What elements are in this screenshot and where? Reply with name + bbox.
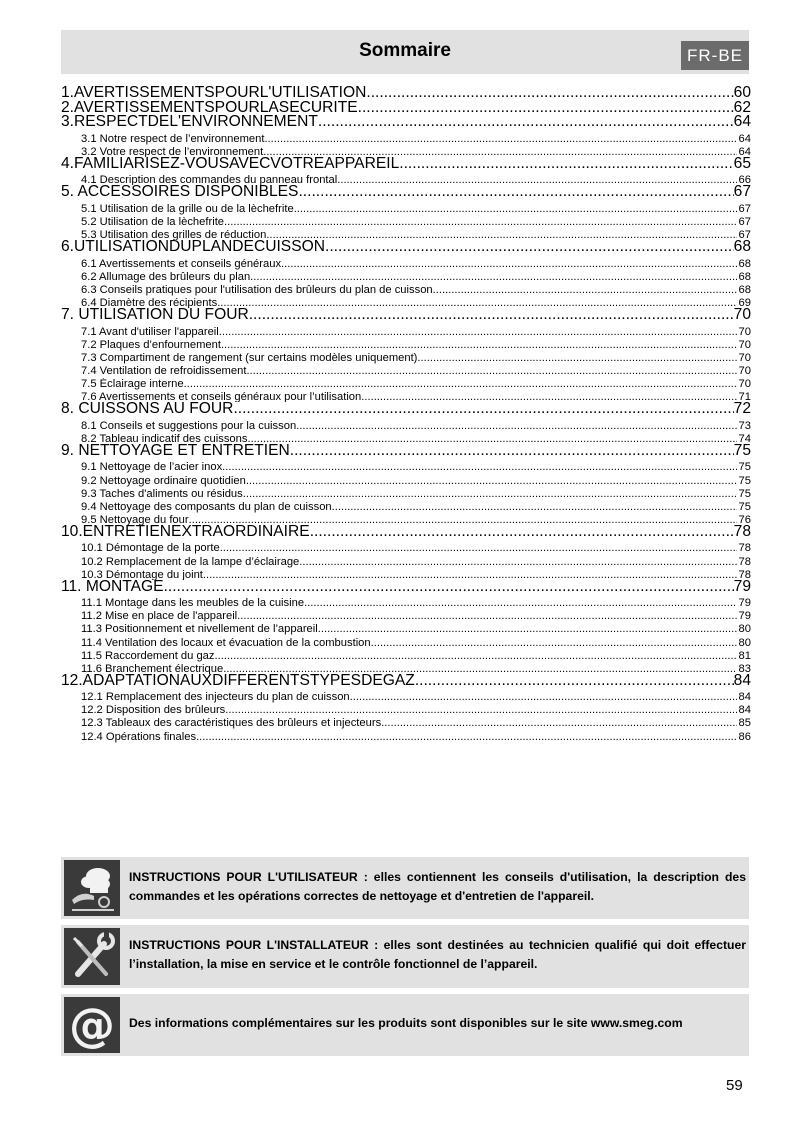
toc-section xyxy=(61,326,751,339)
toc-entry-title: 7.6 Avertissements et conseils généraux pour l’utilisation xyxy=(81,391,362,403)
toc-section xyxy=(61,297,751,308)
toc-dot-leader xyxy=(415,674,734,689)
toc-section xyxy=(61,365,751,378)
toc-entry-title: 6.UTILISATIONDUPLANDECUISSON xyxy=(61,240,325,255)
toc-dot-leader xyxy=(237,610,736,623)
toc-dot-leader xyxy=(220,542,737,555)
toc-dot-leader xyxy=(266,229,736,240)
toc-dot-leader xyxy=(298,185,733,200)
toc-entry-title: 4.FAMILIARISEZ-VOUSAVECVOTREAPPAREIL xyxy=(61,156,400,172)
toc-page-number: 76 xyxy=(738,513,751,525)
toc-page-number: 64 xyxy=(738,132,751,145)
toc-section xyxy=(61,637,751,650)
toc-entry-title: 1.AVERTISSEMENTSPOURL'UTILISATION xyxy=(61,86,367,101)
toc-dot-leader xyxy=(221,339,737,352)
toc-page-number: 79 xyxy=(733,579,751,595)
toc-page-number: 75 xyxy=(738,487,751,500)
toc-page-number: 73 xyxy=(738,419,751,432)
toc-section xyxy=(61,258,751,271)
toc-chapter xyxy=(61,115,751,130)
toc-section xyxy=(61,475,751,488)
toc-entry-title: 9.3 Taches d'aliments ou résidus xyxy=(81,487,243,500)
toc-section xyxy=(61,146,751,157)
toc-page-number: 67 xyxy=(738,229,751,241)
toc-page-number: 68 xyxy=(738,270,751,283)
toc-section xyxy=(61,420,751,433)
toc-entry-title: 6.1 Avertissements et conseils généraux xyxy=(81,257,282,270)
toc-section xyxy=(61,203,751,216)
toc-entry-title: 10.2 Remplacement de la lampe d’éclairage xyxy=(81,555,300,568)
toc-entry-title: 9. NETTOYAGE ET ENTRETIEN xyxy=(61,443,290,459)
toc-section xyxy=(61,488,751,501)
toc-page-number: 78 xyxy=(738,555,751,568)
toc-section xyxy=(61,704,751,717)
toc-dot-leader xyxy=(332,501,737,514)
toc-section xyxy=(61,514,751,525)
toc-section xyxy=(61,691,751,704)
toc-entry-title: 12.2 Disposition des brûleurs xyxy=(81,704,226,717)
toc-entry-title: 6.3 Conseils pratiques pour l'utilisation des brûleurs du plan de cuisson xyxy=(81,284,433,297)
toc-dot-leader xyxy=(290,444,734,459)
user-instructions-box xyxy=(61,857,749,919)
toc-page-number: 80 xyxy=(738,623,751,636)
more-info-text: Des informations complémentaires sur les produits sont disponibles sur le site www.smeg.com xyxy=(129,1016,683,1030)
toc-dot-leader xyxy=(203,569,737,580)
toc-section xyxy=(61,339,751,352)
toc-page-number: 75 xyxy=(738,500,751,513)
toc-page-number: 79 xyxy=(738,610,751,623)
toc-dot-leader xyxy=(164,580,734,595)
toc-section xyxy=(61,133,751,146)
toc-section xyxy=(61,229,751,240)
toc-entry-title: 11.4 Ventilation des locaux et évacuation de la combustion xyxy=(81,636,371,649)
user-instructions-text: INSTRUCTIONS POUR L'UTILISATEUR : elles contiennent les conseils d'utilisation, la description des commandes et les opérations correctes de nettoyage et d'entretien de l'appareil. xyxy=(129,870,746,903)
tools-icon xyxy=(64,928,120,985)
toc-dot-leader xyxy=(399,157,733,172)
toc-entry-title: 10.1 Démontage de la porte xyxy=(81,542,220,555)
toc-page-number: 64 xyxy=(733,115,751,130)
toc-chapter xyxy=(61,240,751,255)
toc-dot-leader xyxy=(381,717,736,730)
toc-entry-title: 2.AVERTISSEMENTSPOURLASECURITE xyxy=(61,100,358,116)
toc-section xyxy=(61,597,751,610)
toc-page-number: 70 xyxy=(738,378,751,391)
toc-page-number: 68 xyxy=(738,257,751,270)
chef-hat-icon xyxy=(64,860,120,916)
toc-dot-leader xyxy=(219,326,737,339)
toc-dot-leader xyxy=(325,240,734,255)
toc-entry-title: 3.2 Votre respect de l’environnement xyxy=(81,145,264,157)
toc-chapter xyxy=(61,674,751,689)
toc-chapter xyxy=(61,185,751,200)
toc-entry-title: 11.2 Mise en place de l'appareil xyxy=(81,610,238,623)
toc-entry-title: 5.1 Utilisation de la grille ou de la lèchefrite xyxy=(81,203,294,216)
installer-instructions-text: INSTRUCTIONS POUR L'INSTALLATEUR : elles sont destinées au technicien qualifié qui doit effectuer l’installation, la mise en service et le contrôle fonctionnel de l’appareil. xyxy=(129,938,746,971)
toc-entry-title: 9.1 Nettoyage de l’acier inox xyxy=(81,461,223,474)
toc-page-number: 70 xyxy=(738,338,751,351)
toc-section xyxy=(61,501,751,514)
language-badge: FR-BE xyxy=(681,41,749,70)
toc-page-number: 78 xyxy=(738,568,751,580)
toc-page-number: 67 xyxy=(738,216,751,229)
toc-dot-leader xyxy=(417,352,736,365)
toc-dot-leader xyxy=(358,101,734,116)
toc-dot-leader xyxy=(217,297,736,308)
toc-dot-leader xyxy=(318,115,734,130)
toc-entry-title: 7.2 Plaques d’enfournement xyxy=(81,338,221,351)
toc-chapter xyxy=(61,525,751,540)
toc-page-number: 70 xyxy=(738,325,751,338)
toc-page-number: 81 xyxy=(738,649,751,662)
toc-entry-title: 6.2 Allumage des brûleurs du plan xyxy=(81,270,251,283)
page-number: 59 xyxy=(726,1077,743,1094)
toc-entry-title: 12.3 Tableaux des caractéristiques des brûleurs et injecteurs xyxy=(81,717,382,730)
toc-entry-title: 6.4 Diamètre des récipients xyxy=(81,297,218,309)
toc-entry-title: 8.2 Tableau indicatif des cuissons xyxy=(81,432,248,444)
toc-entry-title: 11.3 Positionnement et nivellement de l’appareil xyxy=(81,623,318,636)
toc-chapter xyxy=(61,308,751,323)
toc-page-number: 68 xyxy=(733,240,751,255)
toc-page-number: 80 xyxy=(738,636,751,649)
toc-chapter xyxy=(61,580,751,595)
toc-entry-title: 7.1 Avant d'utiliser l'appareil xyxy=(81,325,219,338)
toc-page-number: 70 xyxy=(738,351,751,364)
toc-entry-title: 12.4 Opérations finales xyxy=(81,730,197,743)
toc-section xyxy=(61,352,751,365)
toc-section xyxy=(61,391,751,402)
toc-dot-leader xyxy=(263,146,736,157)
toc-dot-leader xyxy=(225,704,736,717)
toc-entry-title: 9.2 Nettoyage ordinaire quotidien xyxy=(81,474,246,487)
toc-dot-leader xyxy=(350,691,737,704)
toc-section xyxy=(61,717,751,730)
toc-dot-leader xyxy=(318,623,737,636)
toc-page-number: 70 xyxy=(738,365,751,377)
toc-page-number: 85 xyxy=(738,717,751,730)
toc-dot-leader xyxy=(299,556,736,569)
toc-page-number: 75 xyxy=(738,474,751,487)
more-info-box xyxy=(61,994,749,1056)
toc-entry-title: 12.ADAPTATIONAUXDIFFERENTSTYPESDEGAZ xyxy=(61,673,415,689)
toc-page-number: 68 xyxy=(738,284,751,297)
toc-section xyxy=(61,174,751,185)
toc-section xyxy=(61,284,751,297)
toc-entry-title: 7.4 Ventilation de refroidissement xyxy=(81,365,247,377)
toc-dot-leader xyxy=(249,308,734,323)
toc-page-number: 69 xyxy=(738,297,751,309)
toc-dot-leader xyxy=(222,461,736,474)
toc-dot-leader xyxy=(243,488,737,501)
toc-page-number: 62 xyxy=(733,100,751,116)
toc-dot-leader xyxy=(184,378,737,391)
toc-dot-leader xyxy=(310,525,734,540)
toc-section xyxy=(61,216,751,229)
svg-text:@: @ xyxy=(69,998,115,1052)
toc-dot-leader xyxy=(281,258,737,271)
toc-entry-title: 7.5 Éclairage interne xyxy=(81,378,184,391)
toc-entry-title: 4.1 Description des commandes du panneau frontal xyxy=(81,174,338,186)
toc-dot-leader xyxy=(366,86,733,101)
toc-entry-title: 10.ENTRETIENEXTRAORDINAIRE xyxy=(61,524,310,540)
toc-page-number: 65 xyxy=(733,156,751,172)
toc-page-number: 64 xyxy=(738,145,751,157)
toc-page-number: 70 xyxy=(733,308,751,323)
page-title: Sommaire xyxy=(359,40,451,61)
toc-entry-title: 11.1 Montage dans les meubles de la cuisine xyxy=(81,597,305,610)
toc-dot-leader xyxy=(196,731,736,744)
toc-dot-leader xyxy=(189,514,737,525)
toc-entry-title: 8.1 Conseils et suggestions pour la cuisson xyxy=(81,419,297,432)
toc-dot-leader xyxy=(224,216,737,229)
toc-page-number: 78 xyxy=(733,524,751,540)
toc-section xyxy=(61,731,751,744)
toc-entry-title: 5.3 Utilisation des grilles de réduction xyxy=(81,229,267,241)
toc-section xyxy=(61,663,751,674)
toc-dot-leader xyxy=(337,174,736,185)
toc-entry-title: 3.1 Notre respect de l’environnement xyxy=(81,132,265,145)
toc-entry-title: 5.2 Utilisation de la lèchefrite xyxy=(81,216,225,229)
toc-entry-title: 3.RESPECTDEL'ENVIRONNEMENT xyxy=(61,115,318,130)
toc-page-number: 78 xyxy=(738,542,751,555)
toc-entry-title: 8. CUISSONS AU FOUR xyxy=(61,402,234,417)
toc-dot-leader xyxy=(433,284,737,297)
toc-page-number: 83 xyxy=(738,662,751,674)
toc-chapter xyxy=(61,101,751,116)
installer-instructions-box xyxy=(61,925,749,988)
toc-section xyxy=(61,378,751,391)
toc-page-number: 72 xyxy=(733,402,751,417)
toc-dot-leader xyxy=(304,597,736,610)
toc-section xyxy=(61,433,751,444)
toc-entry-title: 12.1 Remplacement des injecteurs du plan de cuisson xyxy=(81,691,350,704)
toc-dot-leader xyxy=(294,203,737,216)
at-sign-icon xyxy=(64,997,120,1053)
toc-chapter xyxy=(61,444,751,459)
toc-page-number: 74 xyxy=(738,432,751,444)
toc-page-number: 75 xyxy=(738,461,751,474)
toc-page-number: 60 xyxy=(733,86,751,101)
toc-dot-leader xyxy=(215,650,737,663)
toc-page-number: 67 xyxy=(733,185,751,201)
toc-page-number: 86 xyxy=(738,730,751,743)
toc-entry-title: 9.4 Nettoyage des composants du plan de cuisson xyxy=(81,500,332,513)
toc-dot-leader xyxy=(250,271,736,284)
toc-entry-title: 9.5 Nettoyage du four xyxy=(81,513,189,525)
toc-section xyxy=(61,623,751,636)
toc-section xyxy=(61,569,751,580)
toc-entry-title: 7.3 Compartiment de rangement (sur certains modèles uniquement) xyxy=(81,351,418,364)
toc-entry-title: 5. ACCESSOIRES DISPONIBLES xyxy=(61,185,299,201)
toc-section xyxy=(61,556,751,569)
toc-dot-leader xyxy=(246,365,736,378)
toc-entry-title: 10.3 Démontage du joint xyxy=(81,568,203,580)
toc-page-number: 84 xyxy=(738,691,751,704)
toc-section xyxy=(61,461,751,474)
toc-chapter xyxy=(61,86,751,101)
toc-page-number: 75 xyxy=(733,443,751,459)
toc-dot-leader xyxy=(296,420,736,433)
toc-chapter xyxy=(61,157,751,172)
toc-chapter xyxy=(61,402,751,417)
toc-entry-title: 7. UTILISATION DU FOUR xyxy=(61,308,249,323)
toc-page-number: 66 xyxy=(738,174,751,186)
toc-page-number: 84 xyxy=(733,673,751,689)
toc-entry-title: 11. MONTAGE xyxy=(61,579,164,595)
toc-page-number: 84 xyxy=(738,704,751,717)
toc-dot-leader xyxy=(361,391,736,402)
toc-page-number: 71 xyxy=(738,391,751,403)
toc-page-number: 67 xyxy=(738,203,751,216)
header-bar xyxy=(61,30,749,74)
toc-entry-title: 11.6 Branchement électrique xyxy=(81,662,224,674)
toc-section xyxy=(61,610,751,623)
toc-dot-leader xyxy=(223,663,736,674)
toc-section xyxy=(61,271,751,284)
toc-dot-leader xyxy=(264,133,736,146)
toc-section xyxy=(61,650,751,663)
table-of-contents xyxy=(61,86,751,744)
toc-dot-leader xyxy=(246,475,737,488)
toc-section xyxy=(61,542,751,555)
toc-entry-title: 11.5 Raccordement du gaz xyxy=(81,649,215,662)
toc-page-number: 79 xyxy=(738,597,751,610)
toc-dot-leader xyxy=(233,402,733,417)
toc-dot-leader xyxy=(247,433,736,444)
toc-dot-leader xyxy=(371,637,737,650)
